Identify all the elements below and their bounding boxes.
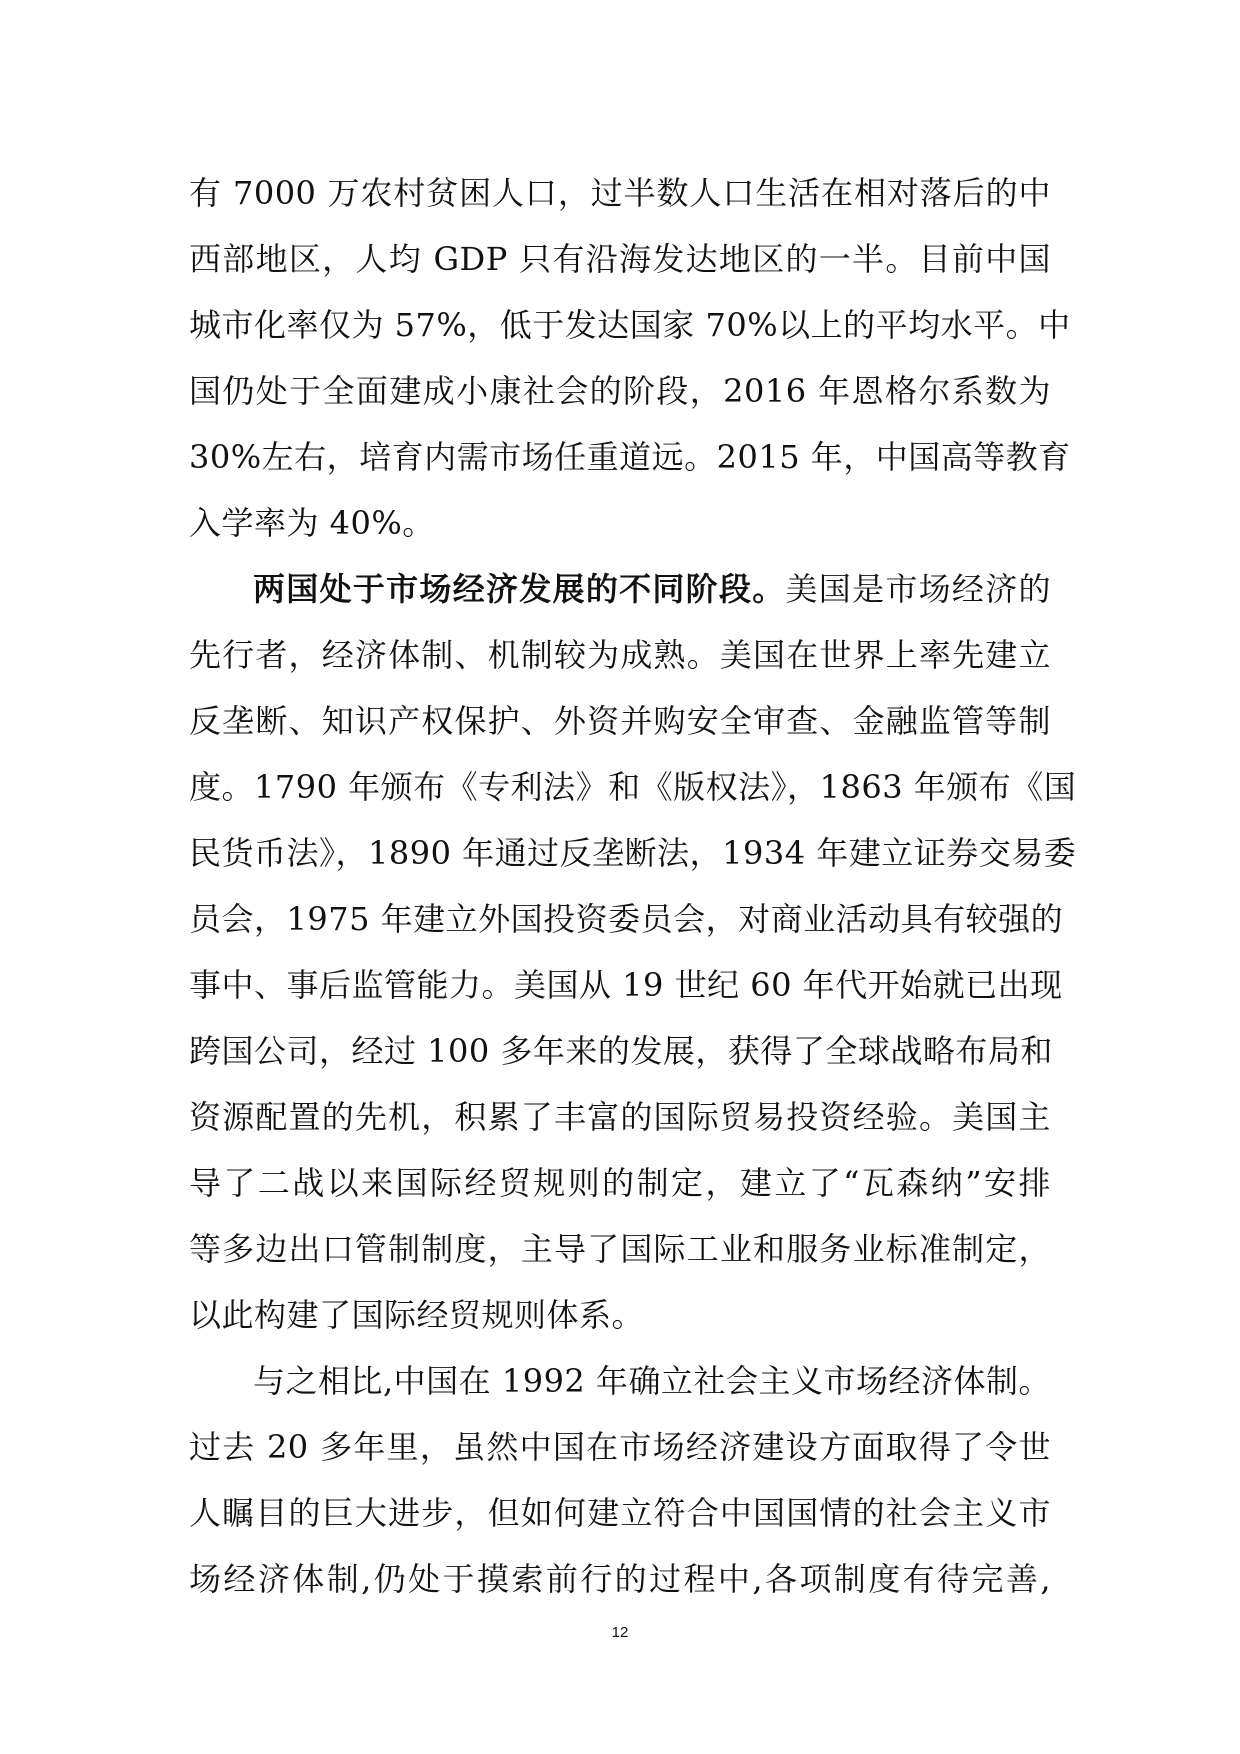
text-line: 先行者，经济体制、机制较为成熟。美国在世界上率先建立 [189,636,1051,674]
text-line: 30%左右，培育内需市场任重道远。2015 年，中国高等教育 [189,438,1071,476]
text-line-first [189,556,1051,622]
text-line: 员会，1975 年建立外国投资委员会，对商业活动具有较强的 [189,900,1064,938]
paragraph-2 [189,556,1077,1348]
text-line: 等多边出口管制制度，主导了国际工业和服务业标准制定， [189,1230,1051,1268]
text-line: 导了二战以来国际经贸规则的制定，建立了“瓦森纳”安排 [189,1164,1051,1202]
text-line: 场经济体制,仍处于摸索前行的过程中,各项制度有待完善, [189,1560,1051,1598]
text-span: 美国是市场经济的 [785,570,1051,608]
page-number: 12 [611,1624,629,1641]
text-line: 有 7000 万农村贫困人口，过半数人口生活在相对落后的中 [189,174,1051,212]
text-line: 反垄断、知识产权保护、外资并购安全审查、金融监管等制 [189,702,1051,740]
text-line: 过去 20 多年里，虽然中国在市场经济建设方面取得了令世 [189,1428,1051,1466]
text-line: 国仍处于全面建成小康社会的阶段，2016 年恩格尔系数为 [189,372,1051,410]
text-line: 城市化率仅为 57%，低于发达国家 70%以上的平均水平。中 [189,306,1071,344]
text-line: 资源配置的先机，积累了丰富的国际贸易投资经验。美国主 [189,1098,1051,1136]
paragraph-3 [189,1348,1051,1612]
text-line: 人瞩目的巨大进步，但如何建立符合中国国情的社会主义市 [189,1494,1051,1532]
text-line: 事中、事后监管能力。美国从 19 世纪 60 年代开始就已出现 [189,966,1063,1004]
paragraph-1 [189,160,1071,556]
text-line: 以此构建了国际经贸规则体系。 [189,1296,645,1334]
text-line: 西部地区，人均 GDP 只有沿海发达地区的一半。目前中国 [189,240,1051,278]
page-body [189,160,1077,1612]
text-line: 入学率为 40%。 [189,504,435,542]
text-line: 跨国公司，经过 100 多年来的发展，获得了全球战略布局和 [189,1032,1053,1070]
text-line: 民货币法》，1890 年通过反垄断法，1934 年建立证券交易委 [189,834,1077,872]
text-line-first: 与之相比,中国在 1992 年确立社会主义市场经济体制。 [253,1362,1051,1400]
paragraph-heading: 两国处于市场经济发展的不同阶段。 [253,570,786,608]
text-line: 度。1790 年颁布《专利法》和《版权法》，1863 年颁布《国 [189,768,1077,806]
